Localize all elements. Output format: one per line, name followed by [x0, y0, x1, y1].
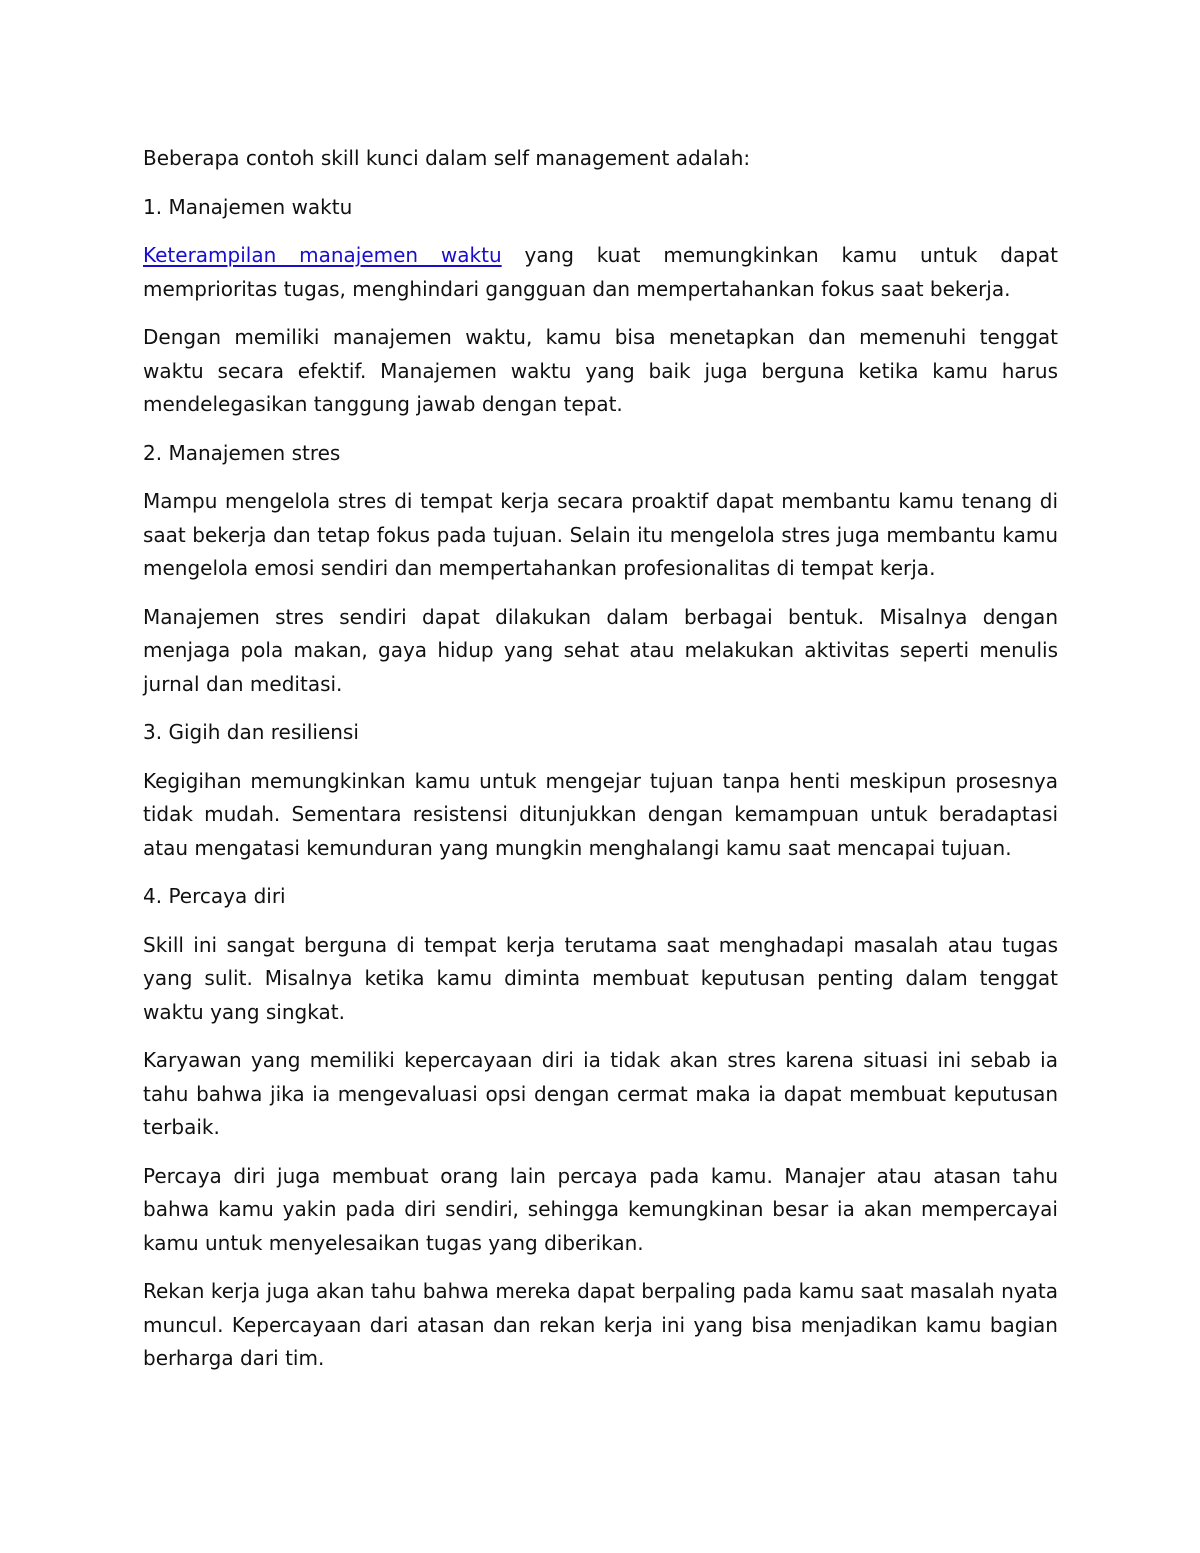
time-management-paragraph-2: Dengan memiliki manajemen waktu, kamu bisa menetapkan dan memenuhi tenggat waktu secara efektif. Manajemen waktu yang baik juga berguna ketika kamu harus mendelegasikan tanggung jawab dengan tepat.: [143, 325, 1058, 416]
time-management-paragraph-1: [143, 239, 1058, 306]
section-heading-stress-management: 2. Manajemen stres: [143, 440, 341, 465]
intro-text: Beberapa contoh skill kunci dalam self management adalah:: [143, 146, 751, 170]
section-heading-resilience: 3. Gigih dan resiliensi: [143, 720, 359, 744]
confidence-paragraph-1: Skill ini sangat berguna di tempat kerja terutama saat menghadapi masalah atau tugas yang sulit. Misalnya ketika kamu diminta membuat keputusan penting dalam tenggat waktu yang singkat.: [143, 932, 1058, 1024]
resilience-paragraph-1: Kegigihan memungkinkan kamu untuk mengejar tujuan tanpa henti meskipun prosesnya tidak mudah. Sementara resistensi ditunjukkan dengan kemampuan untuk beradaptasi atau mengatasi kemunduran yang mungkin menghalangi kamu saat mencapai tujuan.: [143, 768, 1058, 860]
stress-management-paragraph-1: Mampu mengelola stres di tempat kerja secara proaktif dapat membantu kamu tenang di saat bekerja dan tetap fokus pada tujuan. Selain itu mengelola stres juga membantu kamu mengelola emosi sendiri dan mempertahankan profesionalitas di tempat kerja.: [143, 489, 1058, 580]
section-heading-time-management: 1. Manajemen waktu: [143, 194, 353, 219]
confidence-paragraph-4: Rekan kerja juga akan tahu bahwa mereka dapat berpaling pada kamu saat masalah nyata muncul. Kepercayaan dari atasan dan rekan kerja ini yang bisa menjadikan kamu bagian berharga dari tim.: [143, 1279, 1058, 1370]
confidence-paragraph-3: Percaya diri juga membuat orang lain percaya pada kamu. Manajer atau atasan tahu bahwa kamu yakin pada diri sendiri, sehingga kemungkinan besar ia akan mempercayai kamu untuk menyelesaikan tugas yang diberikan.: [143, 1163, 1058, 1255]
document-page: [143, 142, 1058, 1391]
stress-management-paragraph-2: Manajemen stres sendiri dapat dilakukan dalam berbagai bentuk. Misalnya dengan menjaga pola makan, gaya hidup yang sehat atau melakukan aktivitas seperti menulis jurnal dan meditasi.: [143, 604, 1058, 696]
time-management-paragraph-1-text: yang kuat memungkinkan kamu untuk dapat memprioritas tugas, menghindari gangguan dan mempertahankan fokus saat bekerja.: [143, 243, 1058, 301]
time-management-link[interactable]: Keterampilan manajemen waktu: [143, 243, 502, 267]
section-heading-confidence: 4. Percaya diri: [143, 884, 286, 908]
confidence-paragraph-2: Karyawan yang memiliki kepercayaan diri ia tidak akan stres karena situasi ini sebab ia tahu bahwa jika ia mengevaluasi opsi dengan cermat maka ia dapat membuat keputusan terbaik.: [143, 1048, 1058, 1139]
